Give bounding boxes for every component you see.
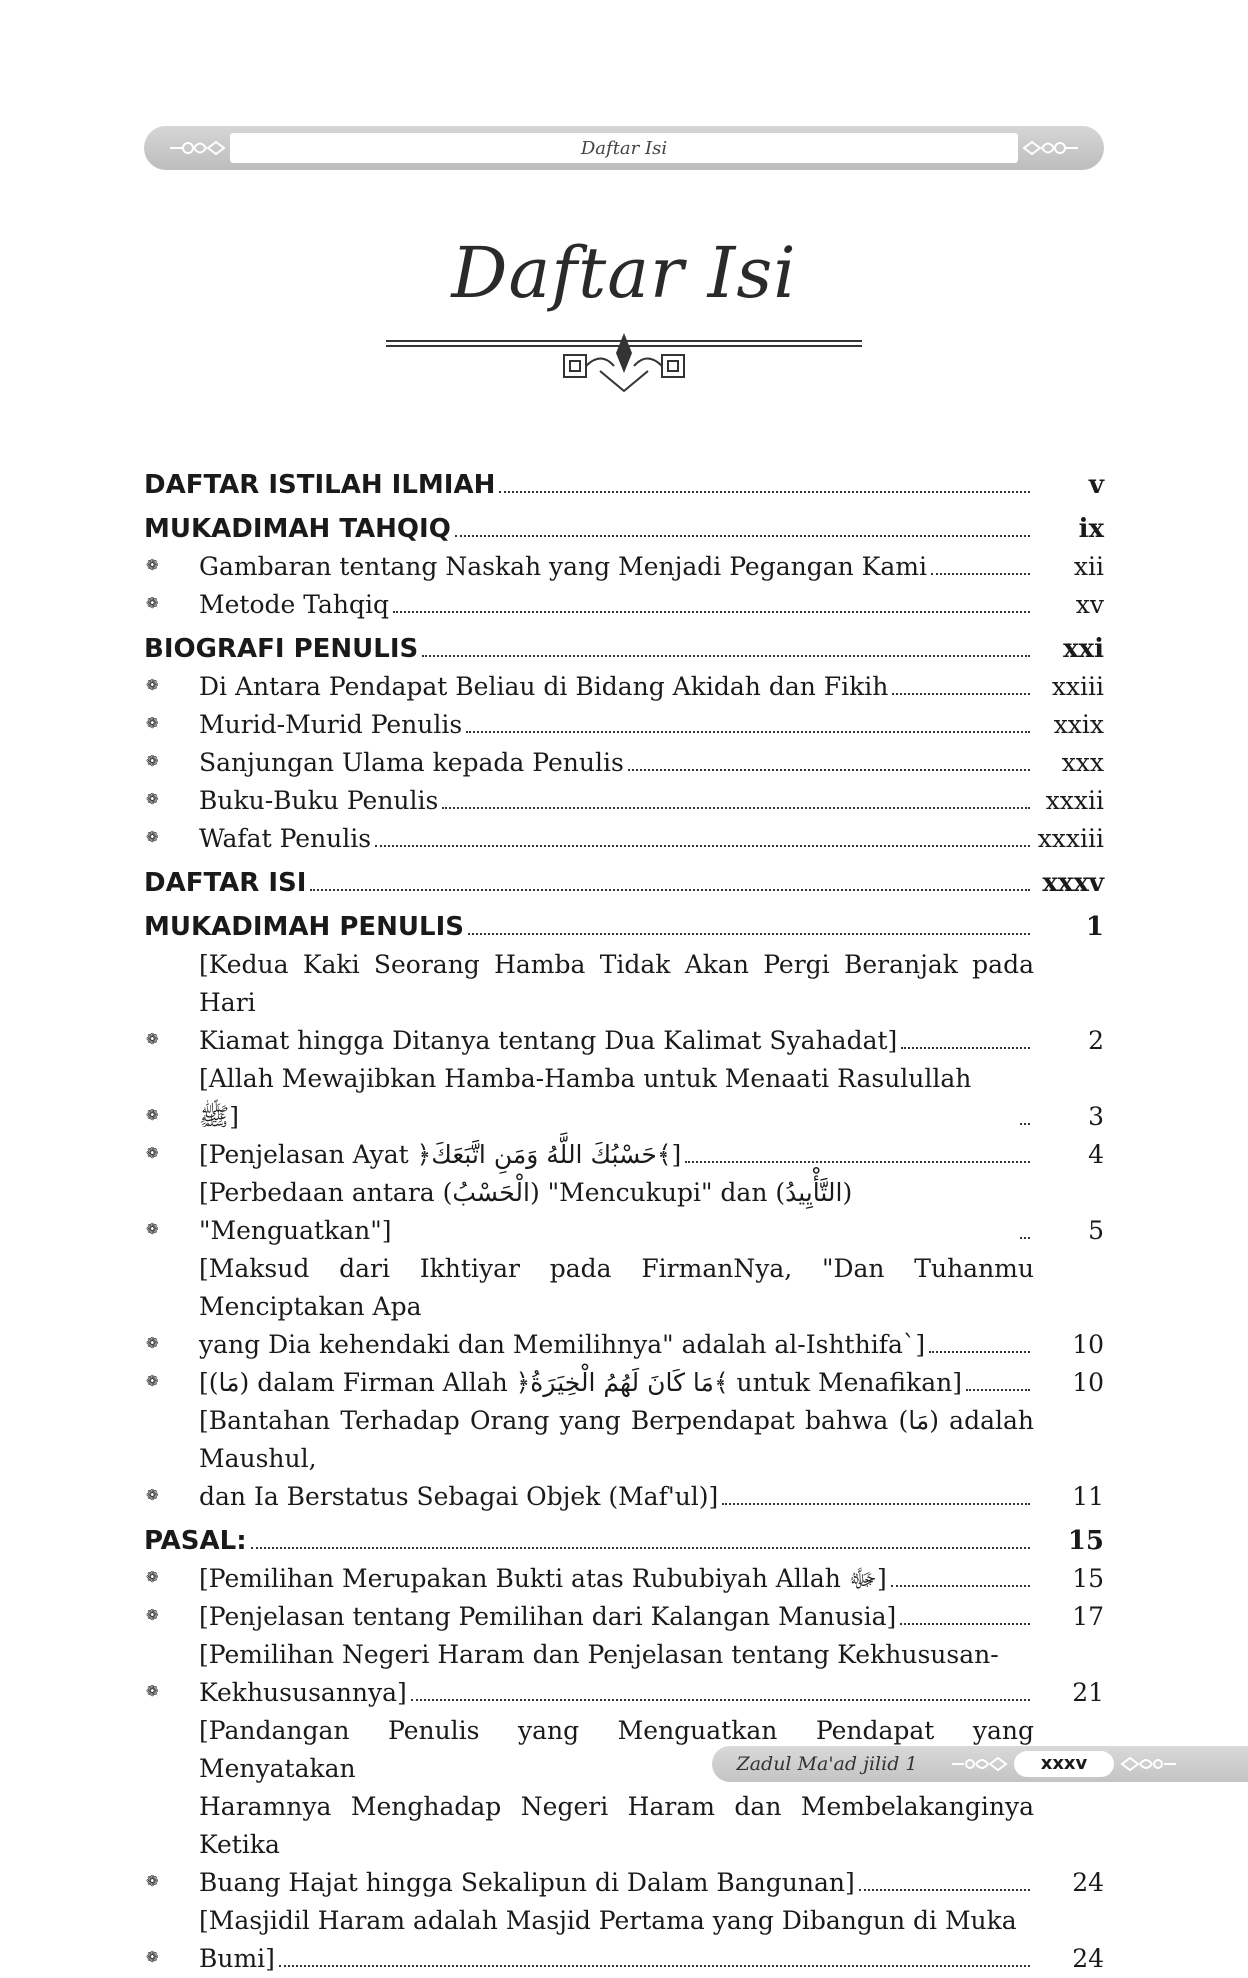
header-left-ornament-icon	[168, 133, 228, 163]
toc-subsection-entry	[144, 1136, 1104, 1174]
running-footer	[712, 1746, 1248, 1782]
toc-section-entry	[144, 1522, 1104, 1560]
toc-entry-page: xii	[1073, 552, 1104, 581]
bullet-ornament-icon: ❁	[146, 1372, 159, 1390]
toc-subsection-entry	[144, 1560, 1104, 1598]
toc-entry-title: MUKADIMAH PENULIS	[144, 912, 464, 942]
bullet-ornament-icon: ❁	[146, 1568, 159, 1586]
bullet-ornament-icon: ❁	[146, 676, 159, 694]
dot-leader	[931, 573, 1030, 575]
toc-subsection-entry	[144, 1902, 1104, 1978]
toc-entry-page: 2	[1088, 1026, 1104, 1055]
header-title-box	[230, 133, 1018, 163]
toc-entry-title: [Penjelasan Ayat ﴿حَسْبُكَ اللَّهُ وَمَنِ اتَّبَعَكَ﴾]	[199, 1140, 682, 1169]
dot-leader	[966, 1389, 1030, 1391]
toc-section-entry	[144, 864, 1104, 902]
bullet-ornament-icon: ❁	[146, 594, 159, 612]
toc-entry-title: Gambaran tentang Naskah yang Menjadi Pegangan Kami	[199, 552, 927, 581]
toc-entry-page: 24	[1072, 1944, 1104, 1973]
toc-entry-title-line: dan Ia Berstatus Sebagai Objek (Maf'ul)]	[199, 1482, 719, 1511]
toc-entry-page: 15	[1072, 1564, 1104, 1593]
toc-entry-page: 17	[1072, 1602, 1104, 1631]
toc-entry-title-line: [Pemilihan Negeri Haram dan Penjelasan tentang Kekhususan-	[199, 1640, 999, 1669]
bullet-ornament-icon: ❁	[146, 1872, 159, 1890]
toc-entry-page: xxxii	[1045, 786, 1104, 815]
toc-subsection-entry	[144, 668, 1104, 706]
toc-subsection-entry	[144, 1712, 1104, 1902]
dot-leader	[422, 655, 1030, 657]
toc-entry-last-line	[199, 1674, 1104, 1712]
toc-entry-title: Buku-Buku Penulis	[199, 786, 439, 815]
toc-entry-title: [(مَا) dalam Firman Allah ﴿مَا كَانَ لَهُمُ الْخِيَرَةُ﴾ untuk Menafikan]	[199, 1368, 962, 1397]
toc-entry-page: xxxv	[1042, 868, 1104, 898]
toc-entry-page: v	[1088, 470, 1104, 500]
toc-entry-title-line: yang Dia kehendaki dan Memilihnya" adalah al-Ishthifa`]	[199, 1330, 926, 1359]
toc-entry-title: [Penjelasan tentang Pemilihan dari Kalangan Manusia]	[199, 1602, 897, 1631]
toc-entry-title: BIOGRAFI PENULIS	[144, 634, 419, 664]
toc-entry-title-line: [Pandangan Penulis yang Menguatkan Pendapat yang Menyatakan	[199, 1716, 1034, 1783]
toc-entry-title-line: Buang Hajat hingga Sekalipun di Dalam Bangunan]	[199, 1868, 855, 1897]
bullet-ornament-icon: ❁	[146, 1220, 159, 1238]
toc-entry-page: 15	[1067, 1526, 1104, 1556]
toc-subsection-entry	[144, 548, 1104, 586]
dot-leader	[929, 1351, 1030, 1353]
toc-entry-page: xxxiii	[1037, 824, 1104, 853]
title-divider-ornament-icon	[386, 333, 862, 393]
dot-leader	[375, 845, 1030, 847]
toc-subsection-entry	[144, 946, 1104, 1060]
dot-leader	[251, 1547, 1030, 1549]
toc-entry-page: 5	[1088, 1216, 1104, 1245]
toc-entry-page: xxi	[1063, 634, 1104, 664]
bullet-ornament-icon: ❁	[146, 1486, 159, 1504]
page-title: Daftar Isi	[451, 232, 797, 314]
toc-entry-last-line	[199, 1940, 1104, 1978]
toc-subsection-entry	[144, 1636, 1104, 1712]
toc-entry-page: 24	[1072, 1868, 1104, 1897]
dot-leader	[900, 1623, 1030, 1625]
bullet-ornament-icon: ❁	[146, 790, 159, 808]
dot-leader	[1020, 1237, 1030, 1239]
toc-entry-title: Di Antara Pendapat Beliau di Bidang Akidah dan Fikih	[199, 672, 889, 701]
dot-leader	[455, 535, 1030, 537]
bullet-ornament-icon: ❁	[146, 1030, 159, 1048]
toc-entry-page: xxx	[1061, 748, 1104, 777]
toc-entry-title-line: [Bantahan Terhadap Orang yang Berpendapat bahwa (مَا) adalah Maushul,	[199, 1406, 1035, 1473]
toc-entry-title-line: [Kedua Kaki Seorang Hamba Tidak Akan Pergi Beranjak pada Hari	[199, 950, 1034, 1017]
dot-leader	[859, 1889, 1030, 1891]
dot-leader	[279, 1965, 1030, 1967]
toc-section-entry	[144, 908, 1104, 946]
footer-ornament-left-icon	[950, 1752, 1010, 1776]
toc-entry-title: Metode Tahqiq	[199, 590, 389, 619]
toc-entry-page: ix	[1078, 514, 1104, 544]
toc-subsection-entry	[144, 1598, 1104, 1636]
header-right-ornament-icon	[1020, 133, 1080, 163]
toc-entry-page: xxix	[1053, 710, 1104, 739]
toc-entry-title: DAFTAR ISI	[144, 868, 307, 898]
toc-entry-title-line: Bumi]	[199, 1944, 275, 1973]
toc-subsection-entry	[144, 820, 1104, 858]
toc-entry-last-line	[199, 1326, 1104, 1364]
toc-subsection-entry	[144, 1250, 1104, 1364]
toc-subsection-entry	[144, 706, 1104, 744]
toc-entry-last-line	[199, 1022, 1104, 1060]
toc-entry-last-line	[199, 1864, 1104, 1902]
dot-leader	[411, 1699, 1030, 1701]
dot-leader	[722, 1503, 1030, 1505]
toc-section-entry	[144, 630, 1104, 668]
toc-subsection-entry	[144, 586, 1104, 624]
toc-entry-page: xxiii	[1051, 672, 1104, 701]
toc-entry-title-line: Kekhususannya]	[199, 1678, 407, 1707]
toc-entry-page: 1	[1085, 912, 1104, 942]
dot-leader	[442, 807, 1030, 809]
toc-entry-title: PASAL:	[144, 1526, 247, 1556]
toc-section-entry	[144, 466, 1104, 504]
running-title: Daftar Isi	[580, 137, 668, 159]
toc-entry-page: 3	[1088, 1102, 1104, 1131]
bullet-ornament-icon: ❁	[146, 752, 159, 770]
dot-leader	[685, 1161, 1030, 1163]
toc-entry-title: Sanjungan Ulama kepada Penulis	[199, 748, 624, 777]
toc-entry-page: 11	[1072, 1482, 1104, 1511]
toc-entry-page: 10	[1072, 1330, 1104, 1359]
toc-entry-title: MUKADIMAH TAHQIQ	[144, 514, 451, 544]
toc-entry-title: [Allah Mewajibkan Hamba-Hamba untuk Menaati Rasulullah ﷺ]	[199, 1064, 972, 1131]
toc-subsection-entry	[144, 1364, 1104, 1402]
bullet-ornament-icon: ❁	[146, 1144, 159, 1162]
bullet-ornament-icon: ❁	[146, 1334, 159, 1352]
bullet-ornament-icon: ❁	[146, 556, 159, 574]
dot-leader	[466, 731, 1030, 733]
toc-subsection-entry	[144, 1174, 1104, 1250]
dot-leader	[393, 611, 1030, 613]
toc-entry-title-line: Kiamat hingga Ditanya tentang Dua Kalimat Syahadat]	[199, 1026, 898, 1055]
dot-leader	[1020, 1123, 1030, 1125]
toc-entry-title: [Perbedaan antara (الْحَسْبُ) "Mencukupi" dan (التَّأْيِيدُ) "Menguatkan"]	[199, 1178, 853, 1245]
toc-entry-title-line: [Maksud dari Ikhtiyar pada FirmanNya, "Dan Tuhanmu Menciptakan Apa	[199, 1254, 1034, 1321]
toc-entry-title: Wafat Penulis	[199, 824, 372, 853]
footer-ornament-right-icon	[1118, 1752, 1178, 1776]
toc-subsection-entry	[144, 782, 1104, 820]
bullet-ornament-icon: ❁	[146, 828, 159, 846]
dot-leader	[499, 491, 1030, 493]
toc-entry-title-line: [Masjidil Haram adalah Masjid Pertama yang Dibangun di Muka	[199, 1906, 1017, 1935]
toc-entry-title: Murid-Murid Penulis	[199, 710, 463, 739]
toc-section-entry	[144, 510, 1104, 548]
toc-entry-title-line: Haramnya Menghadap Negeri Haram dan Membelakanginya Ketika	[199, 1792, 1034, 1859]
bullet-ornament-icon: ❁	[146, 714, 159, 732]
dot-leader	[468, 933, 1030, 935]
footer-page-number: xxxv	[1014, 1751, 1114, 1777]
toc-entry-page: 4	[1088, 1140, 1104, 1169]
toc-entry-page: 21	[1072, 1678, 1104, 1707]
bullet-ornament-icon: ❁	[146, 1106, 159, 1124]
toc-entry-title: DAFTAR ISTILAH ILMIAH	[144, 470, 496, 500]
bullet-ornament-icon: ❁	[146, 1606, 159, 1624]
footer-book-title: Zadul Ma'ad jilid 1	[736, 1753, 918, 1775]
toc-subsection-entry	[144, 1402, 1104, 1516]
dot-leader	[310, 889, 1030, 891]
toc-subsection-entry	[144, 744, 1104, 782]
toc-entry-title: [Pemilihan Merupakan Bukti atas Rububiyah Allah ﷻ]	[199, 1564, 887, 1593]
toc-entry-page: 10	[1072, 1368, 1104, 1397]
dot-leader	[892, 693, 1030, 695]
dot-leader	[891, 1585, 1030, 1587]
toc-subsection-entry	[144, 1060, 1104, 1136]
dot-leader	[901, 1047, 1030, 1049]
toc-entry-page: xv	[1075, 590, 1104, 619]
running-header	[144, 126, 1104, 170]
toc-entry-last-line	[199, 1478, 1104, 1516]
bullet-ornament-icon: ❁	[146, 1682, 159, 1700]
dot-leader	[628, 769, 1030, 771]
bullet-ornament-icon: ❁	[146, 1948, 159, 1966]
